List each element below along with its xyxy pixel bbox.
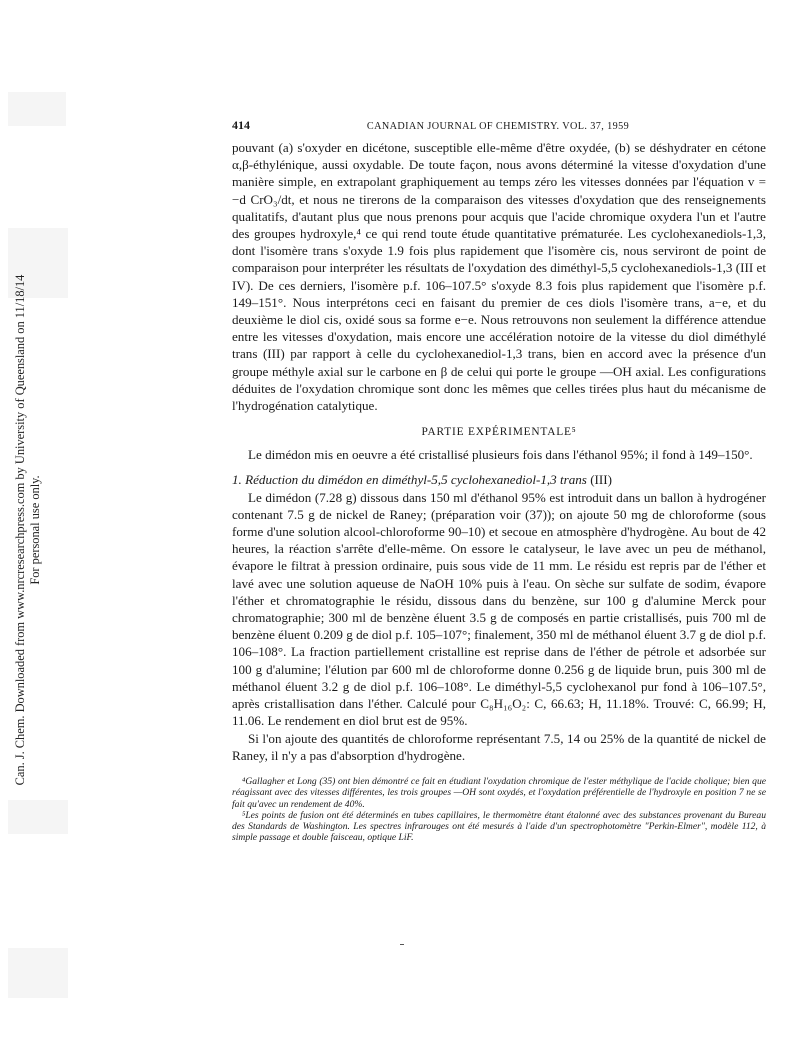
footnote-5: ⁵Les points de fusion ont été déterminés en tubes capillaires, le thermomètre étant étalonné avec des substances provenant du Bureau des Standards de Washington. Les spectres infrarouges ont été mesurés à l'aide d'un spectrophotomètre "Perkin-Elmer", modèle 112, à simple passage et double faisceau, optique LiF. <box>232 809 766 844</box>
section-title: PARTIE EXPÉRIMENTALE⁵ <box>421 426 577 439</box>
footnote-4: ⁴Gallagher et Long (35) ont bien démontré ce fait en étudiant l'oxydation chromique de l'ester méthylique de l'acide cholique; bien que réagissant avec des vitesses différentes, les trois groupes —OH sont oxydés, et l'oxydation préférentielle de l'hydroxyle en position 7 ne se fait qu'avec un rendement de 40%. <box>232 775 766 810</box>
paragraph-procedure: Le dimédon (7.28 g) dissous dans 150 ml d'éthanol 95% est introduit dans un ballon à hydrogéner contenant 7.5 g de nickel de Raney; (préparation voir (37)); on ajoute 50 mg de chloroforme (sous forme d'une solution alcool-chloroforme 90–10) et secoue en atmosphère d'hydrogène. Au bout de 42 heures, la réaction s'arrête d'elle-même. On essore le catalyseur, le lave avec un peu de méthanol, évapore le filtrat à pression ordinaire, puis sous vide de 11 mm. Le résidu est repris par de l'éther et lavé avec une solution aqueuse de NaOH 10% puis à l'eau. On sèche sur sulfate de sodim, évapore l'éther et chromatographie le résidu, dissous dans du benzène, sur 100 g d'alumine Merck pour chromatographie; 300 ml de benzène éluent 3.5 g de composés en partie cristallisés, puis 700 ml de benzène éluent 0.209 g de diol p.f. 105–107°; finalement, 350 ml de méthanol éluent 3.7 g de diol p.f. 106–108°. La fraction partiellement cristalline est reprise dans de l'éther de pétrole et adsorbée sur 100 g d'alumine; l'élution par 600 ml de chloroforme donne 0.256 g de liquide brun, puis 300 ml de méthanol éluent 3.2 g de diol p.f. 106–108°. Le diméthyl-5,5 cyclohexanol pur fond à 106–107.5°, après cristallisation dans l'éther. Calculé pour C₈H₁₆O₂: C, 66.63; H, 11.18%. Trouvé: C, 66.99; H, 11.06. Le rendement en diol brut est de 95%. <box>232 489 766 729</box>
subheading-italic: 1. Réduction du dimédon en diméthyl-5,5 cyclohexanediol-1,3 trans <box>232 472 587 488</box>
subheading <box>232 471 766 488</box>
paragraph-oxidation: pouvant (a) s'oxyder en dicétone, susceptible elle-même d'être oxydée, (b) se déshydrater en cétone α,β-éthylénique, aussi oxydable. De toute façon, nous avons déterminé la vitesse d'oxydation d'une manière simple, en extrapolant graphiquement au temps zéro les vitesses données par l'équation v = −d CrO₃/dt, et nous ne tirerons de la comparaison des vitesses d'oxydation que des renseignements qualitatifs, d'autant plus que nous prenons pour acquis que l'acide chromique oxydera l'un et l'autre des groupes hydroxyle,⁴ ce qui rend toute étude quantitative prématurée. Les cyclohexanediols-1,3, dont l'isomère trans s'oxyde 1.9 fois plus rapidement que l'isomère cis, nous serviront de point de comparaison pour interpréter les résultats de l'oxydation des diméthyl-5,5 cyclohexanediols-1,3 (III et IV). De ces derniers, l'isomère p.f. 106–107.5° s'oxyde 8.3 fois plus rapidement que l'isomère p.f. 149–151°. Nous interprétons ceci en faisant du premier de ces diols l'isomère trans, a−e, et du deuxième le diol cis, oxidé sous sa forme e−e. Nous retrouvons non seulement la différence attendue entre les vitesses d'oxydation, mais encore une accélération notoire de la vitesse du diol diméthylé trans (III) par rapport à celle du cyclohexanediol-1,3 trans, bien en accord avec la présence d'un groupe méthyle axial sur le carbone en β de celui qui porte le groupe —OH axial. Les configurations déduites de l'oxydation chromique sont donc les mêmes que celles tirées plus haut du mécanisme de l'hydrogénation catalytique. <box>232 140 766 414</box>
scan-artifact <box>8 948 68 998</box>
page-mark <box>400 944 404 945</box>
paragraph-chloroform: Si l'on ajoute des quantités de chloroforme représentant 7.5, 14 ou 25% de la quantité de nickel de Raney, il n'y a pas d'absorption d'hydrogène. <box>232 730 766 763</box>
footnotes <box>232 776 766 844</box>
journal-title: CANADIAN JOURNAL OF CHEMISTRY. VOL. 37, 1959 <box>366 121 630 132</box>
body-text <box>232 139 766 764</box>
running-header <box>232 118 766 133</box>
scan-artifact <box>8 92 66 126</box>
download-notice <box>10 180 46 880</box>
journal-page <box>232 118 766 844</box>
page-number: 414 <box>232 118 250 132</box>
subheading-compound: (III) <box>590 472 612 488</box>
download-notice-line2: For personal use only. <box>28 475 42 585</box>
paragraph-dimedon: Le dimédon mis en oeuvre a été cristallisé plusieurs fois dans l'éthanol 95%; il fond à 149–150°. <box>248 447 753 463</box>
download-notice-line1: Can. J. Chem. Downloaded from www.nrcresearchpress.com by University of Queensland on 11/18/14 <box>13 274 27 786</box>
